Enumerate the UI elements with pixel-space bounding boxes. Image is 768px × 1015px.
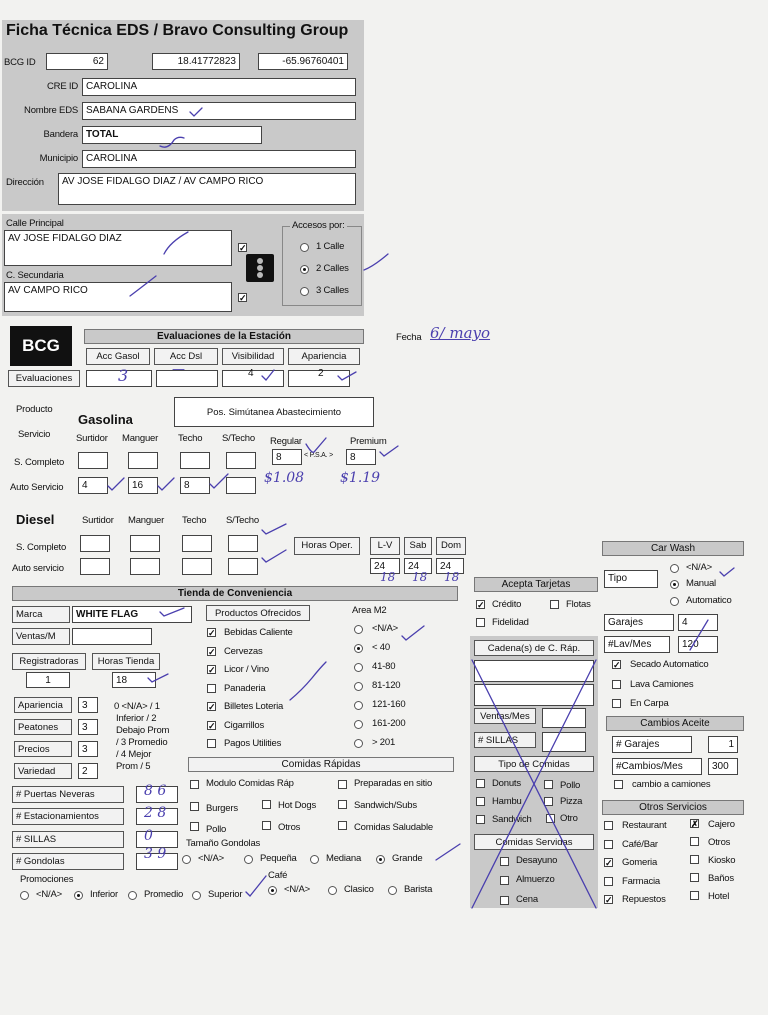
carwash-garajes-field[interactable]: 4	[678, 614, 718, 631]
area-option-label: 161-200	[372, 718, 406, 729]
check-mark	[306, 438, 326, 452]
producto-label: Panaderia	[224, 682, 266, 694]
otros-right-checkbox[interactable]	[690, 873, 699, 882]
otros-right-checkbox[interactable]	[690, 855, 699, 864]
otros-left-checkbox[interactable]	[604, 840, 613, 849]
estacionamientos-hw: 2 8	[144, 805, 167, 821]
nombre-eds-label: Nombre EDS	[24, 105, 78, 116]
regular-count-field[interactable]: 8	[272, 449, 302, 465]
otros-right-label: Otros	[708, 837, 731, 848]
cr-saludable-label: Comidas Saludable	[354, 822, 433, 833]
cafe-clasico-label: Clasico	[344, 884, 374, 895]
eval-apariencia-hw: 2	[318, 368, 324, 379]
aceite-cambios-field[interactable]: 300	[708, 758, 738, 775]
promo-superior-label: Superior	[208, 889, 243, 900]
check-mark	[160, 137, 184, 147]
check-mark	[690, 620, 708, 650]
tarjetas-title: Acepta Tarjetas	[474, 577, 598, 592]
tienda-title: Tienda de Conveniencia	[12, 586, 458, 601]
eval-col-apariencia: Apariencia	[288, 348, 360, 365]
premium-count-field[interactable]: 8	[346, 449, 376, 465]
otros-left-label: Farmacia	[622, 875, 660, 887]
latitude-field[interactable]: 18.41772823	[152, 53, 240, 70]
gas-col-manguer: Manguer	[122, 433, 159, 444]
area-radio[interactable]	[354, 739, 363, 748]
scale-line-2: Inferior / 2	[116, 713, 157, 724]
check-mark	[190, 108, 202, 116]
gas-as-manguer[interactable]: 16	[128, 477, 158, 494]
area-option-label: 121-160	[372, 699, 406, 710]
precios-label: Precios	[14, 741, 72, 757]
cadenas-title: Cadena(s) de C. Ráp.	[474, 640, 594, 656]
dsl-auto-servicio-label: Auto servicio	[12, 563, 64, 574]
aceite-garajes-field[interactable]: 1	[708, 736, 738, 753]
dsl-col-surtidor: Surtidor	[82, 515, 114, 526]
promociones-title: Promociones	[20, 874, 74, 885]
psa-label: < P.S.A. >	[304, 452, 334, 459]
fecha-hw: 6/ mayo	[430, 324, 491, 342]
regular-price-hw: $1.08	[264, 470, 305, 486]
dsl-s-completo-label: S. Completo	[16, 542, 67, 553]
estacionamientos-label: # Estacionamientos	[12, 808, 124, 825]
area-radio[interactable]	[354, 701, 363, 710]
otros-right-checkbox[interactable]	[690, 837, 699, 846]
calle-principal-field[interactable]: AV JOSE FIDALGO DIAZ	[4, 230, 232, 266]
longitude-field[interactable]: -65.96760401	[258, 53, 348, 70]
otros-right-label: Kiosko	[708, 855, 736, 866]
carwash-secado-label: Secado Automatico	[630, 659, 709, 670]
area-title: Area M2	[352, 605, 387, 616]
precios-field[interactable]: 3	[78, 741, 98, 757]
tarjeta-flotas-label: Flotas	[566, 599, 591, 610]
eval-col-acc-gasol: Acc Gasol	[86, 348, 150, 365]
servida-desayuno-label: Desayuno	[516, 855, 558, 866]
tipo-pizza-label: Pizza	[560, 796, 583, 807]
gondolas-size-title: Tamaño Gondolas	[186, 838, 261, 849]
producto-checkbox[interactable]: ✓	[208, 665, 216, 675]
scale-line-1: 0 <N/A> / 1	[114, 701, 160, 712]
scale-line-5: / 4 Mejor	[116, 749, 152, 760]
calle-secundaria-field[interactable]: AV CAMPO RICO	[4, 282, 232, 312]
nombre-eds-field[interactable]: SABANA GARDENS	[82, 102, 356, 120]
carwash-manual-label: Manual	[686, 578, 716, 589]
check-mark	[108, 478, 124, 490]
area-radio[interactable]	[354, 625, 363, 634]
cadenas-sillas-label: # SILLAS	[474, 732, 536, 748]
check-mark	[290, 662, 326, 700]
cr-otros-label: Otros	[278, 822, 301, 833]
cafe-barista-label: Barista	[404, 884, 433, 895]
tarjeta-credito-checkbox[interactable]: ✓	[477, 600, 485, 610]
promo-na-label: <N/A>	[36, 889, 62, 900]
aceite-title: Cambios Aceite	[606, 716, 744, 731]
regular-label: Regular	[270, 436, 302, 447]
tipo-hambu-label: Hambu	[492, 796, 522, 807]
producto-checkbox[interactable]: ✓	[208, 702, 216, 712]
producto-label: Licor / Vino	[224, 664, 269, 675]
horas-dom-hw: 18	[444, 570, 460, 584]
carwash-auto-label: Automatico	[686, 595, 732, 606]
otros-right-label: Cajero	[708, 819, 735, 830]
cr-modulo-label: Modulo Comidas Ráp	[206, 778, 294, 789]
carwash-lav-label: #Lav/Mes	[604, 636, 670, 653]
check-mark	[436, 844, 460, 860]
page-title: Ficha Técnica EDS / Bravo Consulting Group	[6, 22, 349, 39]
productos-title: Productos Ofrecidos	[206, 605, 310, 621]
check-mark	[380, 446, 398, 456]
horas-col-sab: Sab	[404, 537, 432, 555]
gas-as-techo[interactable]: 8	[180, 477, 210, 494]
check-mark	[364, 254, 388, 270]
aceite-camiones-label: cambio a camiones	[632, 779, 711, 790]
apariencia-label: Apariencia	[14, 697, 72, 713]
calle-principal-checkbox[interactable]: ✓	[239, 243, 247, 253]
puertas-neveras-hw: 8 6	[144, 783, 167, 799]
eval-col-visibilidad: Visibilidad	[222, 348, 284, 365]
carwash-camiones-label: Lava Camiones	[630, 679, 694, 690]
tipo-pollo-label: Pollo	[560, 780, 581, 791]
bcg-id-field[interactable]: 62	[46, 53, 108, 70]
direccion-field[interactable]: AV JOSE FIDALGO DIAZ / AV CAMPO RICO	[58, 173, 356, 205]
eval-acc-gasol-hw: 3	[118, 366, 129, 385]
aceite-cambios-label: #Cambios/Mes	[612, 758, 702, 775]
area-radio[interactable]	[354, 644, 363, 653]
check-mark	[160, 608, 184, 616]
marca-field[interactable]: WHITE FLAG	[72, 606, 192, 623]
direccion-label: Dirección	[6, 177, 44, 188]
otros-left-label: Repuestos	[622, 894, 666, 905]
premium-label: Premium	[350, 436, 387, 447]
accesos-1-label: 1 Calle	[316, 241, 345, 252]
evaluaciones-title: Evaluaciones de la Estación	[84, 329, 364, 344]
gas-as-surtidor[interactable]: 4	[78, 477, 108, 494]
carwash-na-label: <N/A>	[686, 562, 712, 573]
otros-left-checkbox[interactable]: ✓	[605, 895, 613, 905]
gs-grande-label: Grande	[392, 853, 423, 864]
horas-tienda-label: Horas Tienda	[92, 653, 160, 670]
check-mark	[262, 550, 286, 562]
check-mark	[402, 626, 424, 640]
aceite-garajes-label: # Garajes	[612, 736, 692, 753]
sillas-label: # SILLAS	[12, 831, 124, 848]
comidas-rapidas-title: Comidas Rápidas	[188, 757, 454, 772]
check-mark	[158, 478, 174, 490]
producto-checkbox[interactable]	[207, 739, 216, 748]
horas-col-lv: L-V	[370, 537, 400, 555]
bandera-field[interactable]: TOTAL	[82, 126, 262, 144]
area-radio[interactable]	[354, 663, 363, 672]
premium-price-hw: $1.19	[340, 470, 381, 486]
dsl-col-manguer: Manguer	[128, 515, 165, 526]
eval-visibilidad-hw: 4	[248, 368, 254, 379]
promo-promedio-label: Promedio	[144, 889, 184, 900]
tipo-comidas-title: Tipo de Comidas	[474, 756, 594, 772]
registradoras-field[interactable]: 1	[26, 672, 70, 688]
otros-left-checkbox[interactable]	[604, 877, 613, 886]
accesos-2-label: 2 Calles	[316, 263, 349, 274]
puertas-neveras-label: # Puertas Neveras	[12, 786, 124, 803]
carwash-garajes-label: Garajes	[604, 614, 674, 631]
servida-cena-label: Cena	[516, 894, 538, 905]
calle-secundaria-label: C. Secundaria	[6, 270, 64, 281]
eval-acc-dsl-hw: —	[172, 362, 185, 377]
apariencia-field[interactable]: 3	[78, 697, 98, 713]
horas-sab-field[interactable]: 24	[404, 558, 432, 574]
gas-col-stecho: S/Techo	[222, 433, 255, 444]
tipo-donuts-label: Donuts	[492, 778, 521, 789]
cr-hotdogs-label: Hot Dogs	[278, 800, 317, 811]
diesel-title: Diesel	[16, 512, 55, 527]
producto-label: Bebidas Caliente	[224, 627, 293, 638]
gs-pequena-label: Pequeña	[260, 853, 297, 864]
otros-left-checkbox[interactable]	[604, 821, 613, 830]
calle-secundaria-checkbox[interactable]: ✓	[239, 293, 247, 303]
producto-checkbox[interactable]	[207, 684, 216, 693]
tipo-otro-label: Otro	[560, 813, 578, 824]
carwash-tipo-field: Tipo	[604, 570, 658, 588]
check-mark	[246, 876, 266, 896]
tarjeta-credito-label: Crédito	[492, 599, 522, 610]
gas-s-completo-label: S. Completo	[14, 457, 65, 468]
area-option-label: < 40	[372, 642, 390, 653]
servicio-label: Servicio	[18, 429, 51, 440]
accesos-3-label: 3 Calles	[316, 285, 349, 296]
cr-sandwich-label: Sandwich/Subs	[354, 800, 417, 811]
otros-left-checkbox[interactable]: ✓	[605, 858, 613, 868]
check-mark	[338, 372, 356, 380]
area-radio[interactable]	[354, 682, 363, 691]
municipio-field[interactable]: CAROLINA	[82, 150, 356, 168]
variedad-field[interactable]: 2	[78, 763, 98, 779]
evaluaciones-row-label: Evaluaciones	[8, 370, 80, 387]
pos-simultanea-label: Pos. Simútanea Abastecimiento	[174, 397, 374, 427]
horas-lv-hw: 18	[380, 570, 396, 584]
area-option-label: <N/A>	[372, 623, 398, 634]
servida-almuerzo-label: Almuerzo	[516, 874, 555, 885]
cre-id-label: CRE ID	[47, 81, 78, 92]
promo-inferior-label: Inferior	[90, 889, 118, 900]
gas-auto-servicio-label: Auto Servicio	[10, 482, 64, 493]
sillas-hw: 0	[144, 828, 153, 844]
producto-label: Cervezas	[224, 645, 263, 657]
marca-label: Marca	[12, 606, 70, 623]
fecha-label: Fecha	[396, 332, 422, 343]
horas-tienda-field[interactable]: 18	[112, 672, 156, 688]
comidas-servidas-title: Comidas Servidas	[474, 834, 594, 850]
producto-label: Pagos Utilities	[224, 738, 282, 749]
otros-left-label: Café/Bar	[622, 838, 658, 850]
scale-line-4: / 3 Promedio	[116, 737, 168, 748]
ventas-m-label: Ventas/M	[12, 628, 70, 645]
cafe-na-label: <N/A>	[284, 884, 310, 895]
gs-na-label: <N/A>	[198, 853, 224, 864]
bcg-id-label: BCG ID	[4, 57, 36, 68]
cre-id-field[interactable]: CAROLINA	[82, 78, 356, 96]
otros-left-label: Gomeria	[622, 857, 658, 868]
producto-checkbox[interactable]: ✓	[208, 628, 216, 638]
check-mark	[164, 232, 188, 254]
gasolina-title: Gasolina	[78, 412, 133, 427]
producto-checkbox[interactable]: ✓	[208, 646, 216, 657]
producto-label: Cigarrillos	[224, 719, 265, 731]
producto-checkbox[interactable]: ✓	[208, 720, 216, 731]
carwash-title: Car Wash	[602, 541, 744, 556]
bcg-logo: BCG	[10, 326, 72, 366]
check-mark	[130, 276, 156, 296]
carwash-secado-checkbox[interactable]: ✓	[613, 660, 621, 670]
area-option-label: 81-120	[372, 680, 401, 691]
scale-line-3: Debajo Prom	[116, 725, 170, 736]
area-option-label: 41-80	[372, 661, 396, 672]
carwash-carpa-label: En Carpa	[630, 698, 669, 709]
cr-pollo-label: Pollo	[206, 824, 227, 835]
otros-right-checkbox[interactable]: ✗	[691, 819, 699, 829]
area-option-label: > 201	[372, 737, 396, 748]
otros-left-label: Restaurant	[622, 820, 667, 831]
accesos-label: Accesos por:	[292, 220, 345, 231]
cr-burgers-label: Burgers	[206, 803, 238, 814]
peatones-field[interactable]: 3	[78, 719, 98, 735]
bandera-label: Bandera	[43, 129, 78, 140]
cafe-title: Café	[268, 870, 288, 881]
eval-col-acc-dsl: Acc Dsl	[154, 348, 218, 365]
calle-principal-label: Calle Principal	[6, 218, 64, 229]
gas-col-surtidor: Surtidor	[76, 433, 108, 444]
check-mark	[210, 474, 228, 488]
municipio-label: Municipio	[39, 153, 78, 164]
carwash-lav-field[interactable]: 120	[678, 636, 718, 653]
dsl-col-stecho: S/Techo	[226, 515, 259, 526]
otros-title: Otros Servicios	[602, 800, 744, 815]
gas-col-techo: Techo	[178, 433, 203, 444]
gondolas-label: # Gondolas	[12, 853, 124, 870]
check-mark	[148, 674, 168, 682]
scale-line-6: Prom / 5	[116, 761, 151, 772]
registradoras-label: Registradoras	[12, 653, 86, 670]
producto-label: Billetes Loteria	[224, 701, 284, 712]
cadenas-ventas-label: Ventas/Mes	[474, 708, 536, 724]
otros-right-label: Hotel	[708, 891, 730, 902]
horas-lv-field[interactable]: 24	[370, 558, 400, 574]
tipo-sandwich-label: Sandwich	[492, 814, 532, 825]
tarjeta-fidelidad-label: Fidelidad	[492, 617, 529, 628]
producto-label: Producto	[16, 404, 53, 415]
variedad-label: Variedad	[14, 763, 72, 779]
horas-oper-label: Horas Oper.	[294, 537, 360, 555]
otros-right-label: Baños	[708, 873, 734, 884]
otros-right-checkbox[interactable]	[690, 891, 699, 900]
horas-sab-hw: 18	[412, 570, 428, 584]
cr-preparadas-label: Preparadas en sitio	[354, 778, 433, 789]
dsl-col-techo: Techo	[182, 515, 207, 526]
check-mark	[720, 568, 734, 576]
gs-mediana-label: Mediana	[326, 853, 362, 864]
horas-col-dom: Dom	[436, 537, 466, 555]
horas-dom-field[interactable]: 24	[436, 558, 464, 574]
area-radio[interactable]	[354, 720, 363, 729]
check-mark	[262, 370, 274, 380]
peatones-label: Peatones	[14, 719, 72, 735]
check-mark	[262, 524, 286, 534]
gondolas-hw: 3 9	[144, 846, 167, 862]
